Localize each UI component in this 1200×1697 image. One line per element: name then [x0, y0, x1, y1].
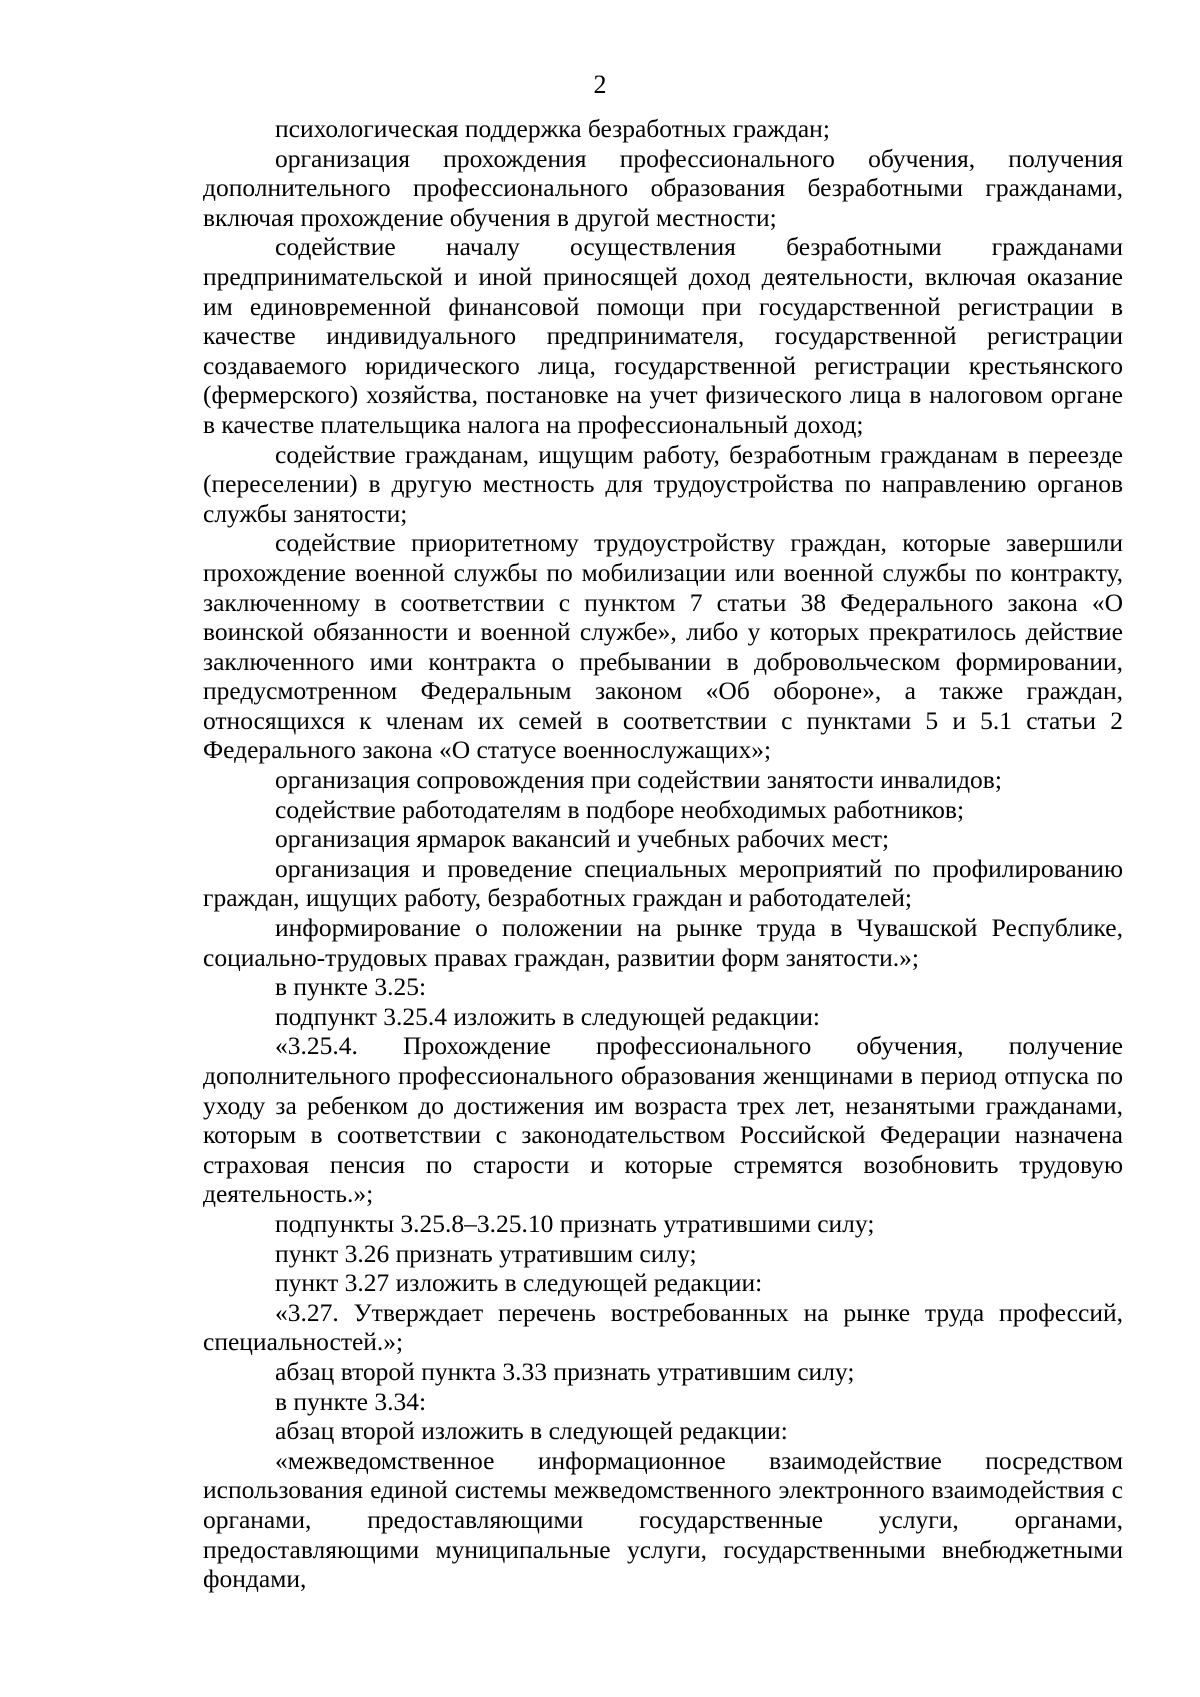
paragraph: организация и проведение специальных мероприятий по профилированию граждан, ищущих работу, безработных граждан и работодателей;	[203, 853, 1123, 913]
paragraph: содействие началу осуществления безработными гражданами предпринимательской и иной приносящей доход деятельности, включая оказание им единовременной финансовой помощи при государственной регистрации в качестве индивидуального предпринимателя, государственной регистрации создаваемого юридического лица, государственной регистрации крестьянского (фермерского) хозяйства, постановке на учет физического лица в налоговом органе в качестве плательщика налога на профессиональный доход;	[203, 232, 1123, 439]
paragraph: абзац второй изложить в следующей редакции:	[275, 1416, 788, 1446]
document-body	[203, 114, 1123, 1594]
paragraph: пункт 3.26 признать утратившим силу;	[275, 1238, 697, 1268]
paragraph: психологическая поддержка безработных граждан;	[275, 114, 830, 143]
paragraph: содействие приоритетному трудоустройству граждан, которые завершили прохождение военной службы по мобилизации или военной службы по контракту, заключенному в соответствии с пунктом 7 статьи 38 Федерального закона «О воинской обязанности и военной службе», либо у которых прекратилось действие заключенного ими контракта о пребывании в добровольческом формировании, предусмотренном Федеральным законом «Об обороне», а также граждан, относящихся к членам их семей в соответствии с пунктами 5 и 5.1 статьи 2 Федерального закона «О статусе военнослужащих»;	[203, 528, 1123, 765]
paragraph: организация прохождения профессионального обучения, получения дополнительного профессионального образования безработными гражданами, включая прохождение обучения в другой местности;	[203, 143, 1123, 232]
paragraph: подпункт 3.25.4 изложить в следующей редакции:	[275, 1001, 820, 1031]
paragraph: «3.25.4. Прохождение профессионального обучения, получение дополнительного профессионального образования женщинами в период отпуска по уходу за ребенком до достижения им возраста трех лет, незанятыми гражданами, которым в соответствии с законодательством Российской Федерации назначена страховая пенсия по старости и которые стремятся возобновить трудовую деятельность.»;	[203, 1031, 1123, 1209]
paragraph: «межведомственное информационное взаимодействие посредством использования единой системы межведомственного электронного взаимодействия с органами, предоставляющими государственные услуги, органами, предоставляющими муниципальные услуги, государственными внебюджетными фондами,	[203, 1445, 1123, 1594]
page-number: 2	[593, 70, 607, 99]
paragraph: «3.27. Утверждает перечень востребованных на рынке труда профессий, специальностей.»;	[203, 1297, 1123, 1357]
paragraph: содействие работодателям в подборе необходимых работников;	[275, 794, 965, 824]
paragraph: информирование о положении на рынке труда в Чувашской Республике, социально-трудовых правах граждан, развитии форм занятости.»;	[203, 913, 1123, 972]
paragraph: в пункте 3.34:	[275, 1386, 427, 1416]
paragraph: подпункты 3.25.8–3.25.10 признать утратившими силу;	[275, 1208, 875, 1238]
paragraph: организация сопровождения при содействии занятости инвалидов;	[275, 765, 1002, 795]
paragraph: пункт 3.27 изложить в следующей редакции:	[275, 1268, 763, 1298]
paragraph: содействие гражданам, ищущим работу, безработным гражданам в переезде (переселении) в другую местность для трудоустройства по направлению органов службы занятости;	[203, 439, 1123, 528]
paragraph: организация ярмарок вакансий и учебных рабочих мест;	[275, 824, 890, 854]
paragraph: абзац второй пункта 3.33 признать утратившим силу;	[275, 1356, 855, 1386]
paragraph: в пункте 3.25:	[275, 972, 427, 1002]
